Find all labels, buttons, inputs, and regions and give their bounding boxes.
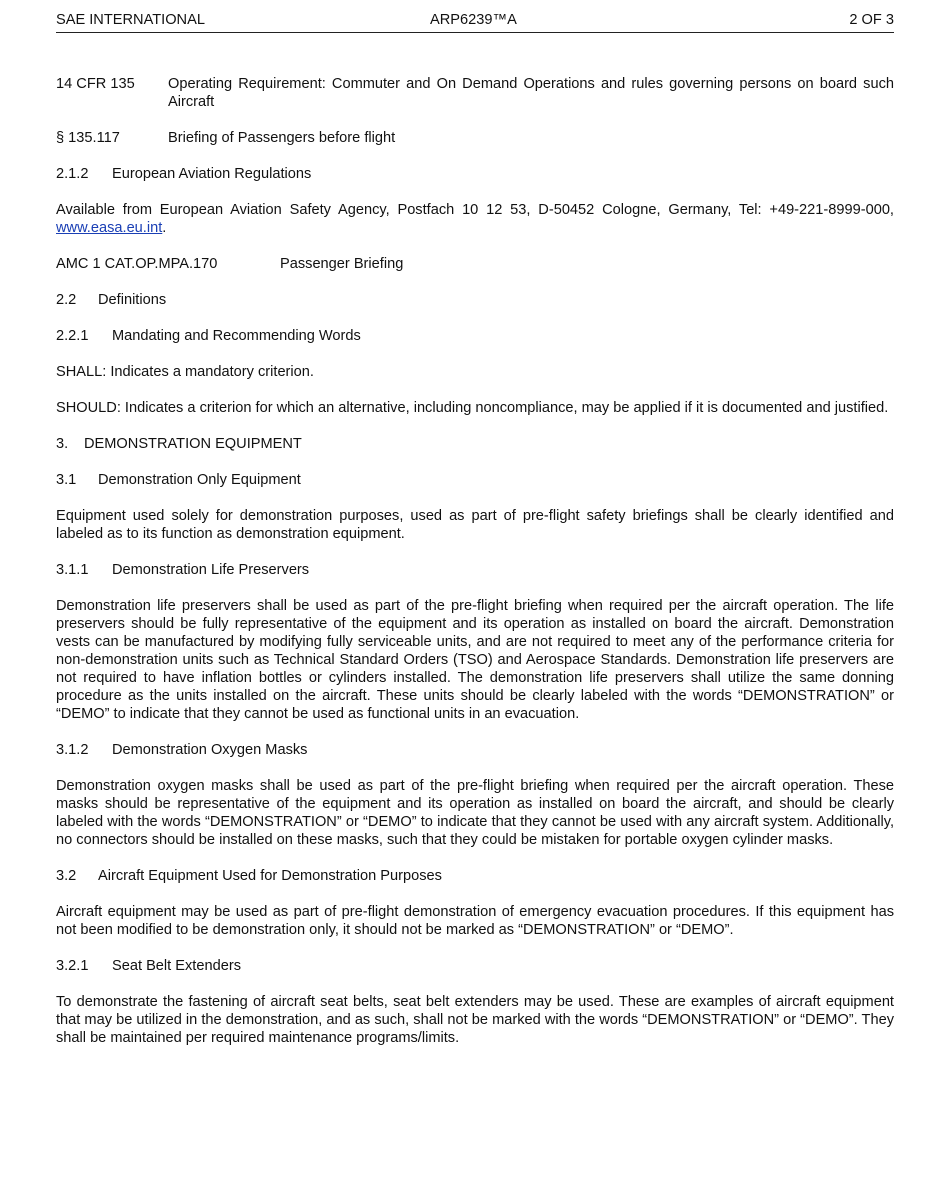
reference-text: Operating Requirement: Commuter and On Demand Operations and rules governing persons on board such Aircraft (168, 76, 894, 110)
section-heading-3-1-1 (56, 561, 894, 579)
section-number: 3.1.2 (56, 742, 89, 758)
section-title: Demonstration Life Preservers (112, 562, 310, 578)
section-number: 3.1.1 (56, 562, 89, 578)
reference-text: Briefing of Passengers before flight (168, 130, 396, 146)
section-number: 2.2.1 (56, 328, 89, 344)
section-heading-3 (56, 435, 894, 453)
section-number: 2.2 (56, 292, 77, 308)
header-page-number: 2 OF 3 (849, 12, 894, 28)
section-title: Seat Belt Extenders (112, 958, 241, 974)
section-heading-3-1 (56, 471, 894, 489)
section-number: 3.2.1 (56, 958, 89, 974)
shall-definition: SHALL: Indicates a mandatory criterion. (56, 364, 314, 380)
should-definition: SHOULD: Indicates a criterion for which an alternative, including noncompliance, may be applied if it is documented and justified. (56, 400, 889, 416)
reference-row (56, 255, 894, 273)
reference-key: 14 CFR 135 (56, 76, 135, 92)
section-title: European Aviation Regulations (112, 166, 312, 182)
section-number: 3. (56, 436, 69, 452)
document-body (56, 75, 894, 1065)
reference-key: AMC 1 CAT.OP.MPA.170 (56, 256, 218, 272)
section-title: DEMONSTRATION EQUIPMENT (84, 436, 302, 452)
section-number: 3.1 (56, 472, 77, 488)
section-heading-2-2 (56, 291, 894, 309)
section-title: Aircraft Equipment Used for Demonstration Purposes (98, 868, 442, 884)
section-heading-3-2 (56, 867, 894, 885)
header-document-number: ARP6239™A (430, 12, 517, 28)
section-title: Definitions (98, 292, 167, 308)
reference-key: § 135.117 (56, 130, 120, 146)
section-number: 3.2 (56, 868, 77, 884)
reference-row (56, 75, 894, 111)
section-heading-3-2-1 (56, 957, 894, 975)
paragraph-3-2: Aircraft equipment may be used as part of pre-flight demonstration of emergency evacuation procedures. If this equipment has not been modified to be demonstration only, it should not be marked as “DEMONSTRATION” or “DEMO”. (56, 904, 894, 938)
paragraph-3-1-2: Demonstration oxygen masks shall be used as part of the pre-flight briefing when required per the aircraft operation. These masks should be representative of the equipment and its operation as installed on board the aircraft, and should be clearly labeled with the words “DEMONSTRATION” or “DEMO” to indicate that they cannot be used with any aircraft system. Additionally, no connectors should be installed on these masks, such that they could be mistaken for portable oxygen cylinder masks. (56, 778, 894, 848)
section-heading-3-1-2 (56, 741, 894, 759)
section-title: Mandating and Recommending Words (112, 328, 361, 344)
section-title: Demonstration Only Equipment (98, 472, 301, 488)
paragraph-3-1: Equipment used solely for demonstration purposes, used as part of pre-flight safety briefings shall be clearly identified and labeled as to its function as demonstration equipment. (56, 508, 894, 542)
easa-period: . (162, 220, 167, 236)
paragraph-3-2-1: To demonstrate the fastening of aircraft seat belts, seat belt extenders may be used. These are examples of aircraft equipment that may be utilized in the demonstration, and as such, shall not be marked with the words “DEMONSTRATION” or “DEMO”. They shall be maintained per required maintenance programs/limits. (56, 994, 894, 1046)
header-organization: SAE INTERNATIONAL (56, 12, 205, 28)
section-heading-2-1-2 (56, 165, 894, 183)
page-header (56, 10, 894, 33)
easa-paragraph (56, 201, 894, 237)
section-title: Demonstration Oxygen Masks (112, 742, 308, 758)
section-heading-2-2-1 (56, 327, 894, 345)
easa-link[interactable]: www.easa.eu.int (56, 220, 163, 236)
reference-row (56, 129, 894, 147)
reference-text: Passenger Briefing (280, 256, 404, 272)
paragraph-3-1-1: Demonstration life preservers shall be used as part of the pre-flight briefing when required per the aircraft operation. The life preservers should be fully representative of the equipment and its operation as installed on board the aircraft. Demonstration vests can be manufactured by modifying fully serviceable units, and are not required to meet any of the performance criteria for non-demonstration units such as Technical Standard Orders (TSO) and Aerospace Standards. Demonstration life preservers are not required to have inflation bottles or cylinders installed. The demonstration life preservers shall utilize the same donning procedure as the units installed on the aircraft. These units should be clearly labeled with the words “DEMONSTRATION” or “DEMO” to indicate that they cannot be used as functional units in an evacuation. (56, 598, 894, 722)
section-number: 2.1.2 (56, 166, 89, 182)
easa-text: Available from European Aviation Safety Agency, Postfach 10 12 53, D-50452 Cologne, Germany, Tel: +49-221-8999-000, (56, 202, 894, 218)
